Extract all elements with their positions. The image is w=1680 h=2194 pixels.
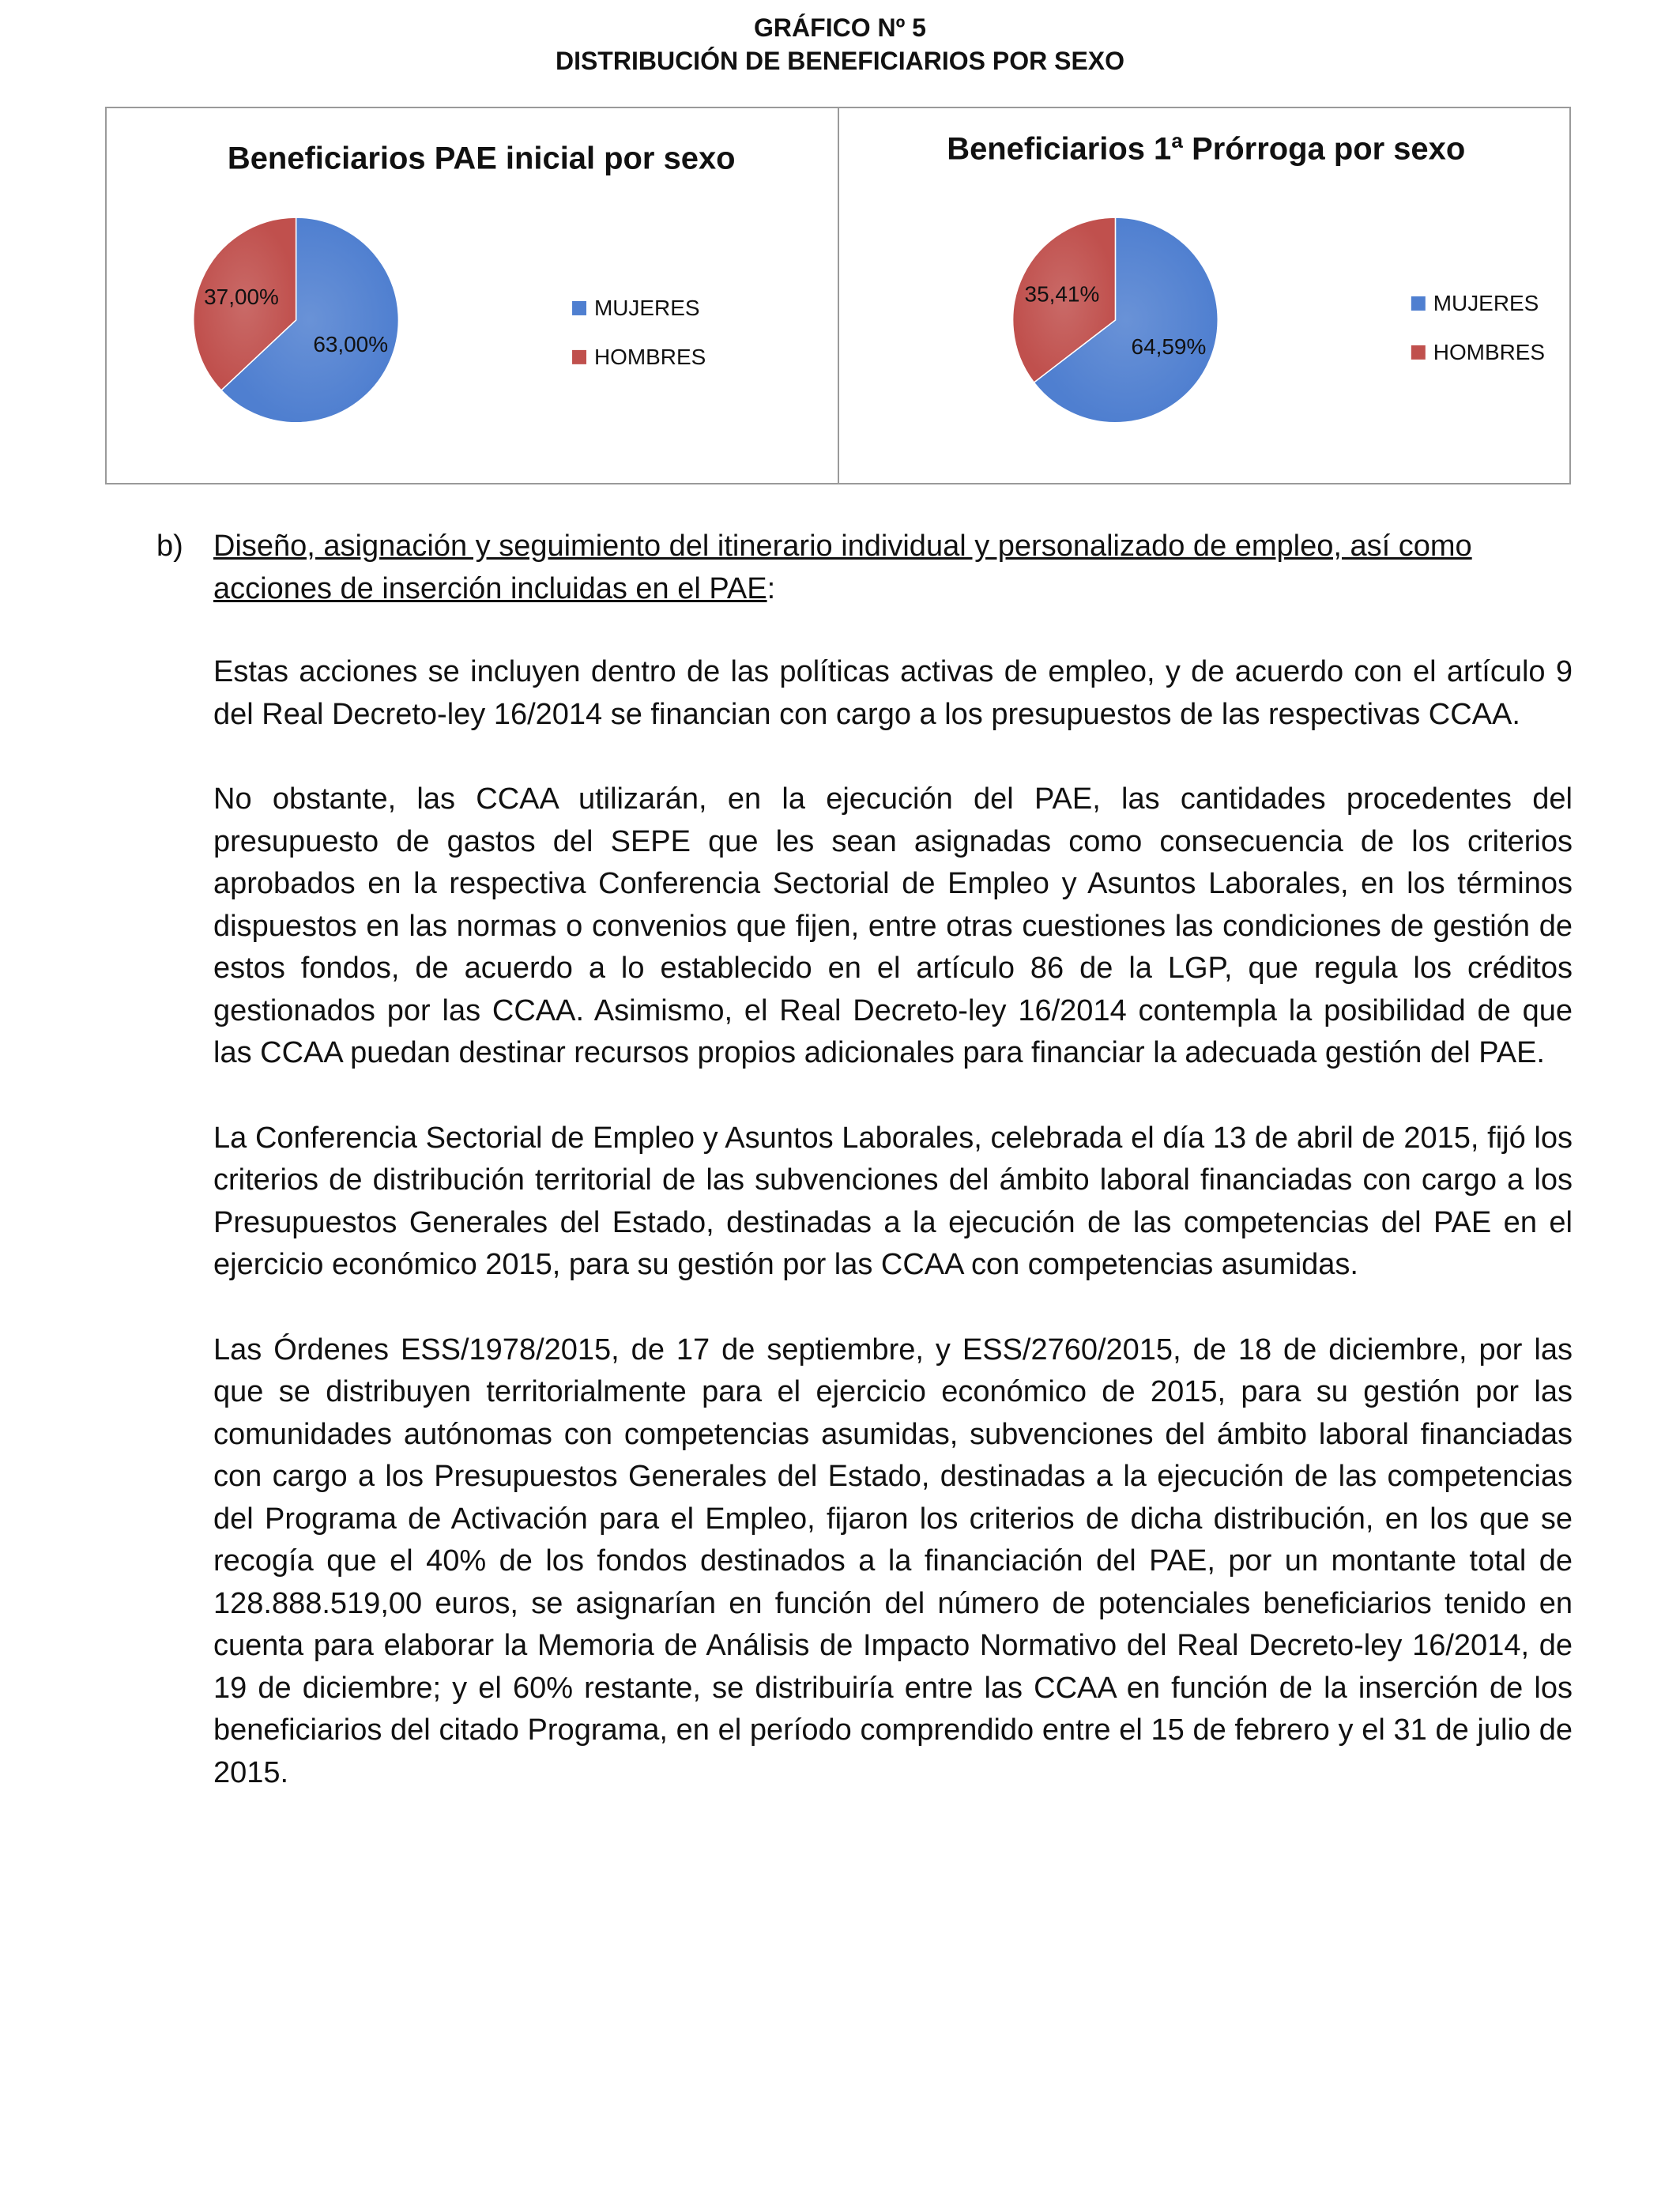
slice-data-label: 35,41% [1024, 281, 1099, 307]
paragraph-4: Las Órdenes ESS/1978/2015, de 17 de septiembre, y ESS/2760/2015, de 18 de diciembre, por las que se distribuyen territorialmente para el ejercicio económico de 2015, para su gestión por las comunidades autónomas con competencias asumidas, subvenciones del ámbito laboral financiadas con cargo a los Presupuestos Generales del Estado, destinadas a la ejecución de las competencias del Programa de Activación para el Empleo, fijaron los criterios de dicha distribución, en los que se recogía que el 40% de los fondos destinados a la financiación del PAE, por un montante total de 128.888.519,00 euros, se asignarían en función del número de potenciales beneficiarios tenido en cuenta para elaborar la Memoria de Análisis de Impacto Normativo del Real Decreto-ley 16/2014, de 19 de diciembre; y el 60% restante, se distribuiría entre las CCAA en función de la inserción de los beneficiarios del citado Programa, en el período comprendido entre el 15 de febrero y el 31 de julio de 2015. [213, 1333, 1573, 1789]
paragraph-1: Estas acciones se incluyen dentro de las políticas activas de empleo, y de acuerdo con el artículo 9 del Real Decreto-ley 16/2014 se financian con cargo a los presupuestos de las respectivas CCAA. [213, 655, 1573, 731]
legend-label: MUJERES [1433, 290, 1539, 315]
figure-header [0, 11, 1680, 77]
chart-panel-prorroga [838, 108, 1570, 483]
section-heading [213, 526, 1573, 610]
legend-label: MUJERES [593, 295, 700, 320]
chart-title: Beneficiarios 1ª Prórroga por sexo [946, 131, 1465, 167]
figure-number: GRÁFICO Nº 5 [754, 13, 926, 42]
legend-swatch [1411, 345, 1425, 360]
list-marker: b) [156, 530, 183, 563]
slice-data-label: 63,00% [313, 331, 389, 356]
legend-swatch [572, 350, 586, 364]
chart-panel-pae-inicial [107, 108, 838, 483]
legend-label: HOMBRES [593, 344, 706, 369]
section-heading-text: Diseño, asignación y seguimiento del itinerario individual y personalizado de empleo, así como acciones de inserción incluidas en el PAE [213, 530, 1472, 605]
section-b [156, 526, 1573, 610]
legend-swatch [572, 301, 586, 315]
paragraph-3: La Conferencia Sectorial de Empleo y Asuntos Laborales, celebrada el día 13 de abril de 2015, fijó los criterios de distribución territorial de las subvenciones del ámbito laboral financiadas con cargo a los Presupuestos Generales del Estado, destinadas a la ejecución de las competencias del PAE en el ejercicio económico 2015, para su gestión por las CCAA con competencias asumidas. [213, 1121, 1573, 1281]
pie-chart-pae-inicial [107, 108, 838, 483]
document-body [156, 526, 1573, 1794]
chart-frame [105, 107, 1571, 484]
paragraph-2: No obstante, las CCAA utilizarán, en la ejecución del PAE, las cantidades procedentes del presupuesto de gastos del SEPE que les sean asignadas como consecuencia de los criterios aprobados en la respectiva Conferencia Sectorial de Empleo y Asuntos Laborales, en los términos dispuestos en las normas o convenios que fijen, entre otras cuestiones las condiciones de gestión de estos fondos, de acuerdo a lo establecido en el artículo 86 de la LGP, que regula los créditos gestionados por las CCAA. Asimismo, el Real Decreto-ley 16/2014 contempla la posibilidad de que las CCAA puedan destinar recursos propios adicionales para financiar la adecuada gestión del PAE. [213, 782, 1573, 1069]
slice-data-label: 64,59% [1131, 334, 1206, 360]
section-heading-suffix: : [767, 571, 776, 605]
figure-caption: DISTRIBUCIÓN DE BENEFICIARIOS POR SEXO [555, 47, 1125, 75]
legend-label: HOMBRES [1433, 339, 1545, 364]
legend-swatch [1411, 296, 1425, 311]
chart-title: Beneficiarios PAE inicial por sexo [227, 141, 736, 176]
slice-data-label: 37,00% [204, 285, 279, 310]
pie-chart-prorroga [839, 108, 1570, 483]
